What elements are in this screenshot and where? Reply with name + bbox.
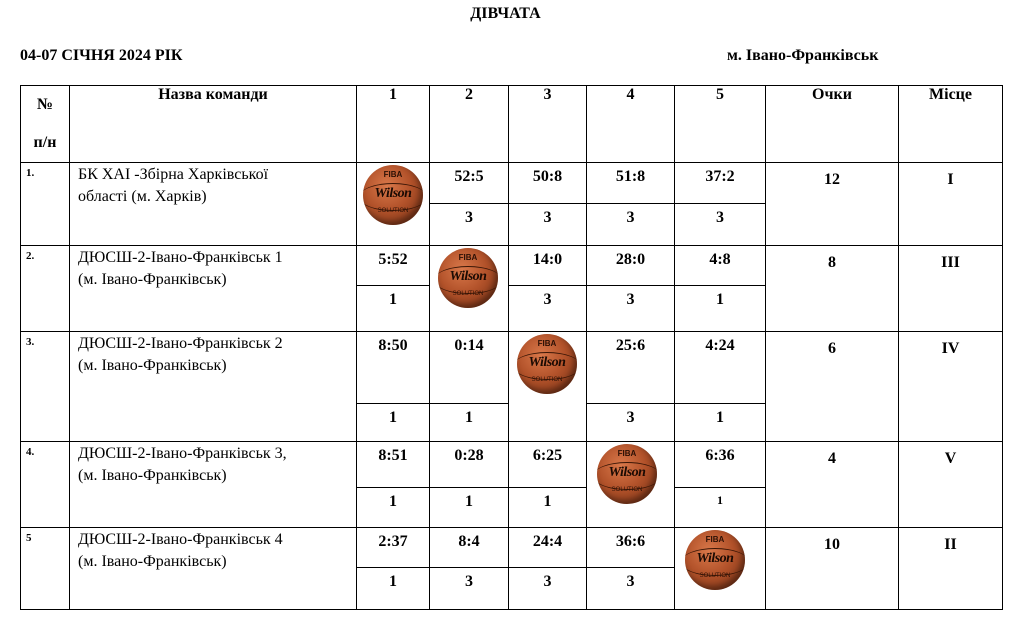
match-points: 1 (675, 286, 766, 332)
match-score: 28:0 (587, 246, 675, 286)
total-points: 12 (766, 163, 899, 246)
final-place: I (899, 163, 1003, 246)
col-header-points: Очки (766, 86, 899, 163)
row-number: 4. (21, 442, 70, 528)
table-row (21, 332, 1003, 404)
match-score: 5:52 (357, 246, 430, 286)
row-number: 1. (21, 163, 70, 246)
match-points: 3 (587, 286, 675, 332)
team-name: ДЮСШ-2-Івано-Франківськ 3, (м. Івано-Франківськ) (70, 442, 357, 528)
col-header-place: Місце (899, 86, 1003, 163)
match-points: 3 (587, 204, 675, 246)
match-points: 1 (509, 488, 587, 528)
match-points: 3 (675, 204, 766, 246)
match-score: 0:28 (430, 442, 509, 488)
table-row (21, 442, 1003, 488)
standings-table (20, 85, 1003, 610)
row-number: 5 (21, 528, 70, 610)
match-score: 37:2 (675, 163, 766, 204)
match-score: 52:5 (430, 163, 509, 204)
col-header-1: 1 (357, 86, 430, 163)
final-place: III (899, 246, 1003, 332)
col-header-4: 4 (587, 86, 675, 163)
basketball-icon: FIBA Wilson SOLUTION (438, 248, 498, 308)
self-match-cell (357, 163, 430, 246)
final-place: IV (899, 332, 1003, 442)
match-score: 4:8 (675, 246, 766, 286)
match-score: 24:4 (509, 528, 587, 568)
match-score: 6:25 (509, 442, 587, 488)
self-match-cell (675, 528, 766, 610)
col-header-3: 3 (509, 86, 587, 163)
basketball-icon: FIBA Wilson SOLUTION (685, 530, 745, 590)
final-place: II (899, 528, 1003, 610)
self-match-cell (587, 442, 675, 528)
team-name: БК ХАІ -Збірна Харківської області (м. Харків) (70, 163, 357, 246)
table-row (21, 246, 1003, 286)
basketball-icon: FIBA Wilson SOLUTION (363, 165, 423, 225)
match-points: 1 (357, 286, 430, 332)
col-header-team: Назва команди (70, 86, 357, 163)
match-points: 3 (509, 204, 587, 246)
match-score: 8:51 (357, 442, 430, 488)
table-row (21, 528, 1003, 568)
match-points: 3 (509, 568, 587, 610)
basketball-icon: FIBA Wilson SOLUTION (517, 334, 577, 394)
match-points: 3 (587, 568, 675, 610)
total-points: 8 (766, 246, 899, 332)
match-points: 1 (675, 404, 766, 442)
match-points: 3 (430, 568, 509, 610)
self-match-cell (430, 246, 509, 332)
col-header-number: № п/н (21, 86, 70, 163)
match-score: 50:8 (509, 163, 587, 204)
total-points: 6 (766, 332, 899, 442)
match-score: 0:14 (430, 332, 509, 404)
basketball-icon: FIBA Wilson SOLUTION (597, 444, 657, 504)
col-header-5: 5 (675, 86, 766, 163)
match-score: 4:24 (675, 332, 766, 404)
page-title: ДІВЧАТА (470, 5, 541, 22)
row-number: 2. (21, 246, 70, 332)
event-city: м. Івано-Франківськ (727, 47, 879, 64)
match-points: 1 (357, 404, 430, 442)
team-name: ДЮСШ-2-Івано-Франківськ 4 (м. Івано-Франківськ) (70, 528, 357, 610)
match-points: 3 (509, 286, 587, 332)
team-name: ДЮСШ-2-Івано-Франківськ 2 (м. Івано-Франківськ) (70, 332, 357, 442)
self-match-cell (509, 332, 587, 442)
total-points: 10 (766, 528, 899, 610)
table-row (21, 163, 1003, 204)
row-number: 3. (21, 332, 70, 442)
match-score: 36:6 (587, 528, 675, 568)
match-score: 8:50 (357, 332, 430, 404)
match-score: 2:37 (357, 528, 430, 568)
total-points: 4 (766, 442, 899, 528)
match-score: 51:8 (587, 163, 675, 204)
final-place: V (899, 442, 1003, 528)
match-points: 3 (587, 404, 675, 442)
match-points: 1 (430, 404, 509, 442)
match-points: 1 (357, 488, 430, 528)
match-points: 1 (430, 488, 509, 528)
match-score: 6:36 (675, 442, 766, 488)
team-name: ДЮСШ-2-Івано-Франківськ 1 (м. Івано-Франківськ) (70, 246, 357, 332)
match-score: 14:0 (509, 246, 587, 286)
match-points: 1 (675, 488, 766, 528)
match-score: 25:6 (587, 332, 675, 404)
match-score: 8:4 (430, 528, 509, 568)
event-date: 04-07 СІЧНЯ 2024 РІК (20, 47, 183, 64)
match-points: 3 (430, 204, 509, 246)
header-row (21, 86, 1003, 163)
match-points: 1 (357, 568, 430, 610)
col-header-2: 2 (430, 86, 509, 163)
